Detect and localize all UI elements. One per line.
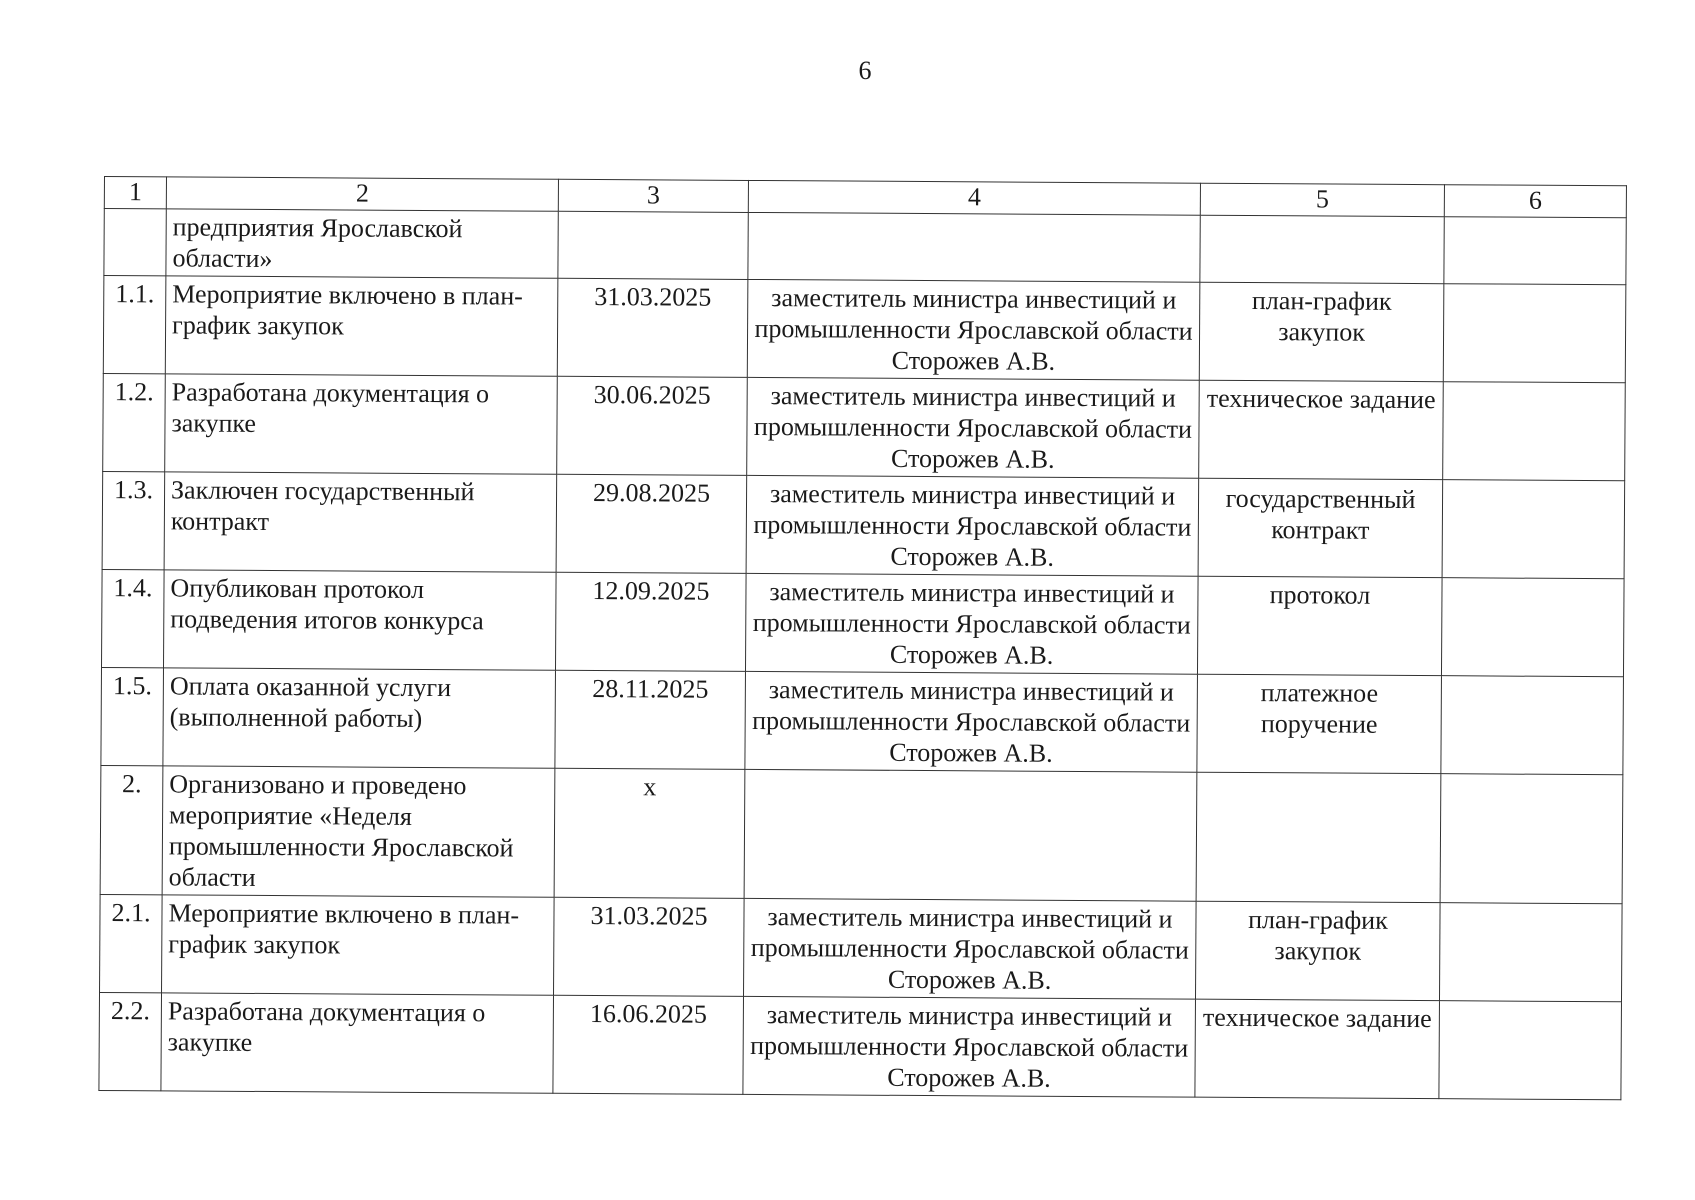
date-cell: 29.08.2025	[556, 474, 747, 573]
table-row	[101, 569, 1624, 676]
document-cell: техническое задание	[1199, 380, 1444, 479]
document-cell: техническое задание	[1195, 999, 1440, 1098]
note-cell	[1440, 774, 1623, 904]
event-cell: Мероприятие включено в план-график закупок	[165, 276, 558, 376]
date-cell: 16.06.2025	[553, 995, 744, 1094]
responsible-cell: заместитель министра инвестиций и промышленности Ярославской области Сторожев А.В.	[747, 377, 1200, 478]
event-cell: предприятия Ярославской области»	[166, 209, 558, 278]
plan-table	[98, 176, 1627, 1100]
note-cell	[1443, 382, 1626, 481]
table-row	[100, 765, 1623, 903]
responsible-cell: заместитель министра инвестиций и промышленности Ярославской области Сторожев А.В.	[747, 279, 1200, 380]
row-number: 2.2.	[99, 992, 162, 1090]
note-cell	[1444, 217, 1626, 285]
event-cell: Мероприятие включено в план-график закупок	[162, 895, 555, 995]
row-number: 1.4.	[101, 569, 164, 667]
table-row	[99, 992, 1622, 1099]
document-cell	[1200, 215, 1444, 283]
column-header-1: 1	[104, 177, 166, 209]
row-number: 2.	[100, 765, 163, 894]
event-cell: Разработана документация о закупке	[161, 993, 554, 1093]
date-cell	[558, 211, 748, 279]
responsible-cell	[744, 769, 1197, 901]
date-cell: 28.11.2025	[555, 670, 746, 769]
document-cell: план-график закупок	[1199, 282, 1444, 381]
table-row	[101, 667, 1624, 774]
note-cell	[1442, 480, 1625, 579]
row-number: 1.1.	[103, 276, 166, 374]
event-cell: Опубликован протокол подведения итогов конкурса	[163, 570, 556, 670]
note-cell	[1439, 1001, 1622, 1100]
document-cell: план-график закупок	[1195, 901, 1440, 1000]
row-number: 1.3.	[102, 471, 165, 569]
column-header-3: 3	[558, 179, 748, 212]
document-cell: протокол	[1197, 576, 1442, 675]
row-number: 1.5.	[101, 667, 164, 765]
date-cell: 12.09.2025	[555, 572, 746, 671]
document-cell	[1196, 772, 1441, 902]
note-cell	[1443, 284, 1626, 383]
column-header-5: 5	[1200, 183, 1444, 216]
document-cell: государственный контракт	[1198, 478, 1443, 577]
row-number	[104, 209, 166, 276]
page-number: 6	[858, 56, 872, 85]
responsible-cell: заместитель министра инвестиций и промышленности Ярославской области Сторожев А.В.	[746, 475, 1199, 576]
row-number: 1.2.	[103, 373, 166, 471]
responsible-cell: заместитель министра инвестиций и промышленности Ярославской области Сторожев А.В.	[744, 898, 1197, 999]
event-cell: Разработана документация о закупке	[165, 374, 558, 474]
responsible-cell: заместитель министра инвестиций и промышленности Ярославской области Сторожев А.В.	[745, 573, 1198, 674]
column-header-6: 6	[1444, 185, 1626, 218]
event-cell: Заключен государственный контракт	[164, 472, 557, 572]
date-cell: x	[554, 768, 745, 898]
column-header-4: 4	[748, 180, 1200, 215]
note-cell	[1439, 903, 1622, 1002]
event-cell: Оплата оказанной услуги (выполненной работы)	[163, 668, 556, 768]
column-header-2: 2	[166, 177, 558, 211]
responsible-cell: заместитель министра инвестиций и промышленности Ярославской области Сторожев А.В.	[745, 671, 1198, 772]
date-cell: 30.06.2025	[557, 376, 748, 475]
date-cell: 31.03.2025	[557, 278, 748, 377]
row-number: 2.1.	[100, 894, 163, 992]
document-cell: платежное поручение	[1197, 674, 1442, 773]
responsible-cell	[748, 212, 1200, 282]
table-row	[102, 471, 1625, 578]
note-cell	[1441, 676, 1624, 775]
table-row	[104, 209, 1626, 285]
date-cell: 31.03.2025	[554, 897, 745, 996]
event-cell: Организовано и проведено мероприятие «Неделя промышленности Ярославской области	[162, 766, 555, 897]
responsible-cell: заместитель министра инвестиций и промышленности Ярославской области Сторожев А.В.	[743, 996, 1196, 1097]
note-cell	[1441, 578, 1624, 677]
table-row	[103, 276, 1626, 383]
table-row	[100, 894, 1623, 1001]
table-row	[103, 373, 1626, 480]
